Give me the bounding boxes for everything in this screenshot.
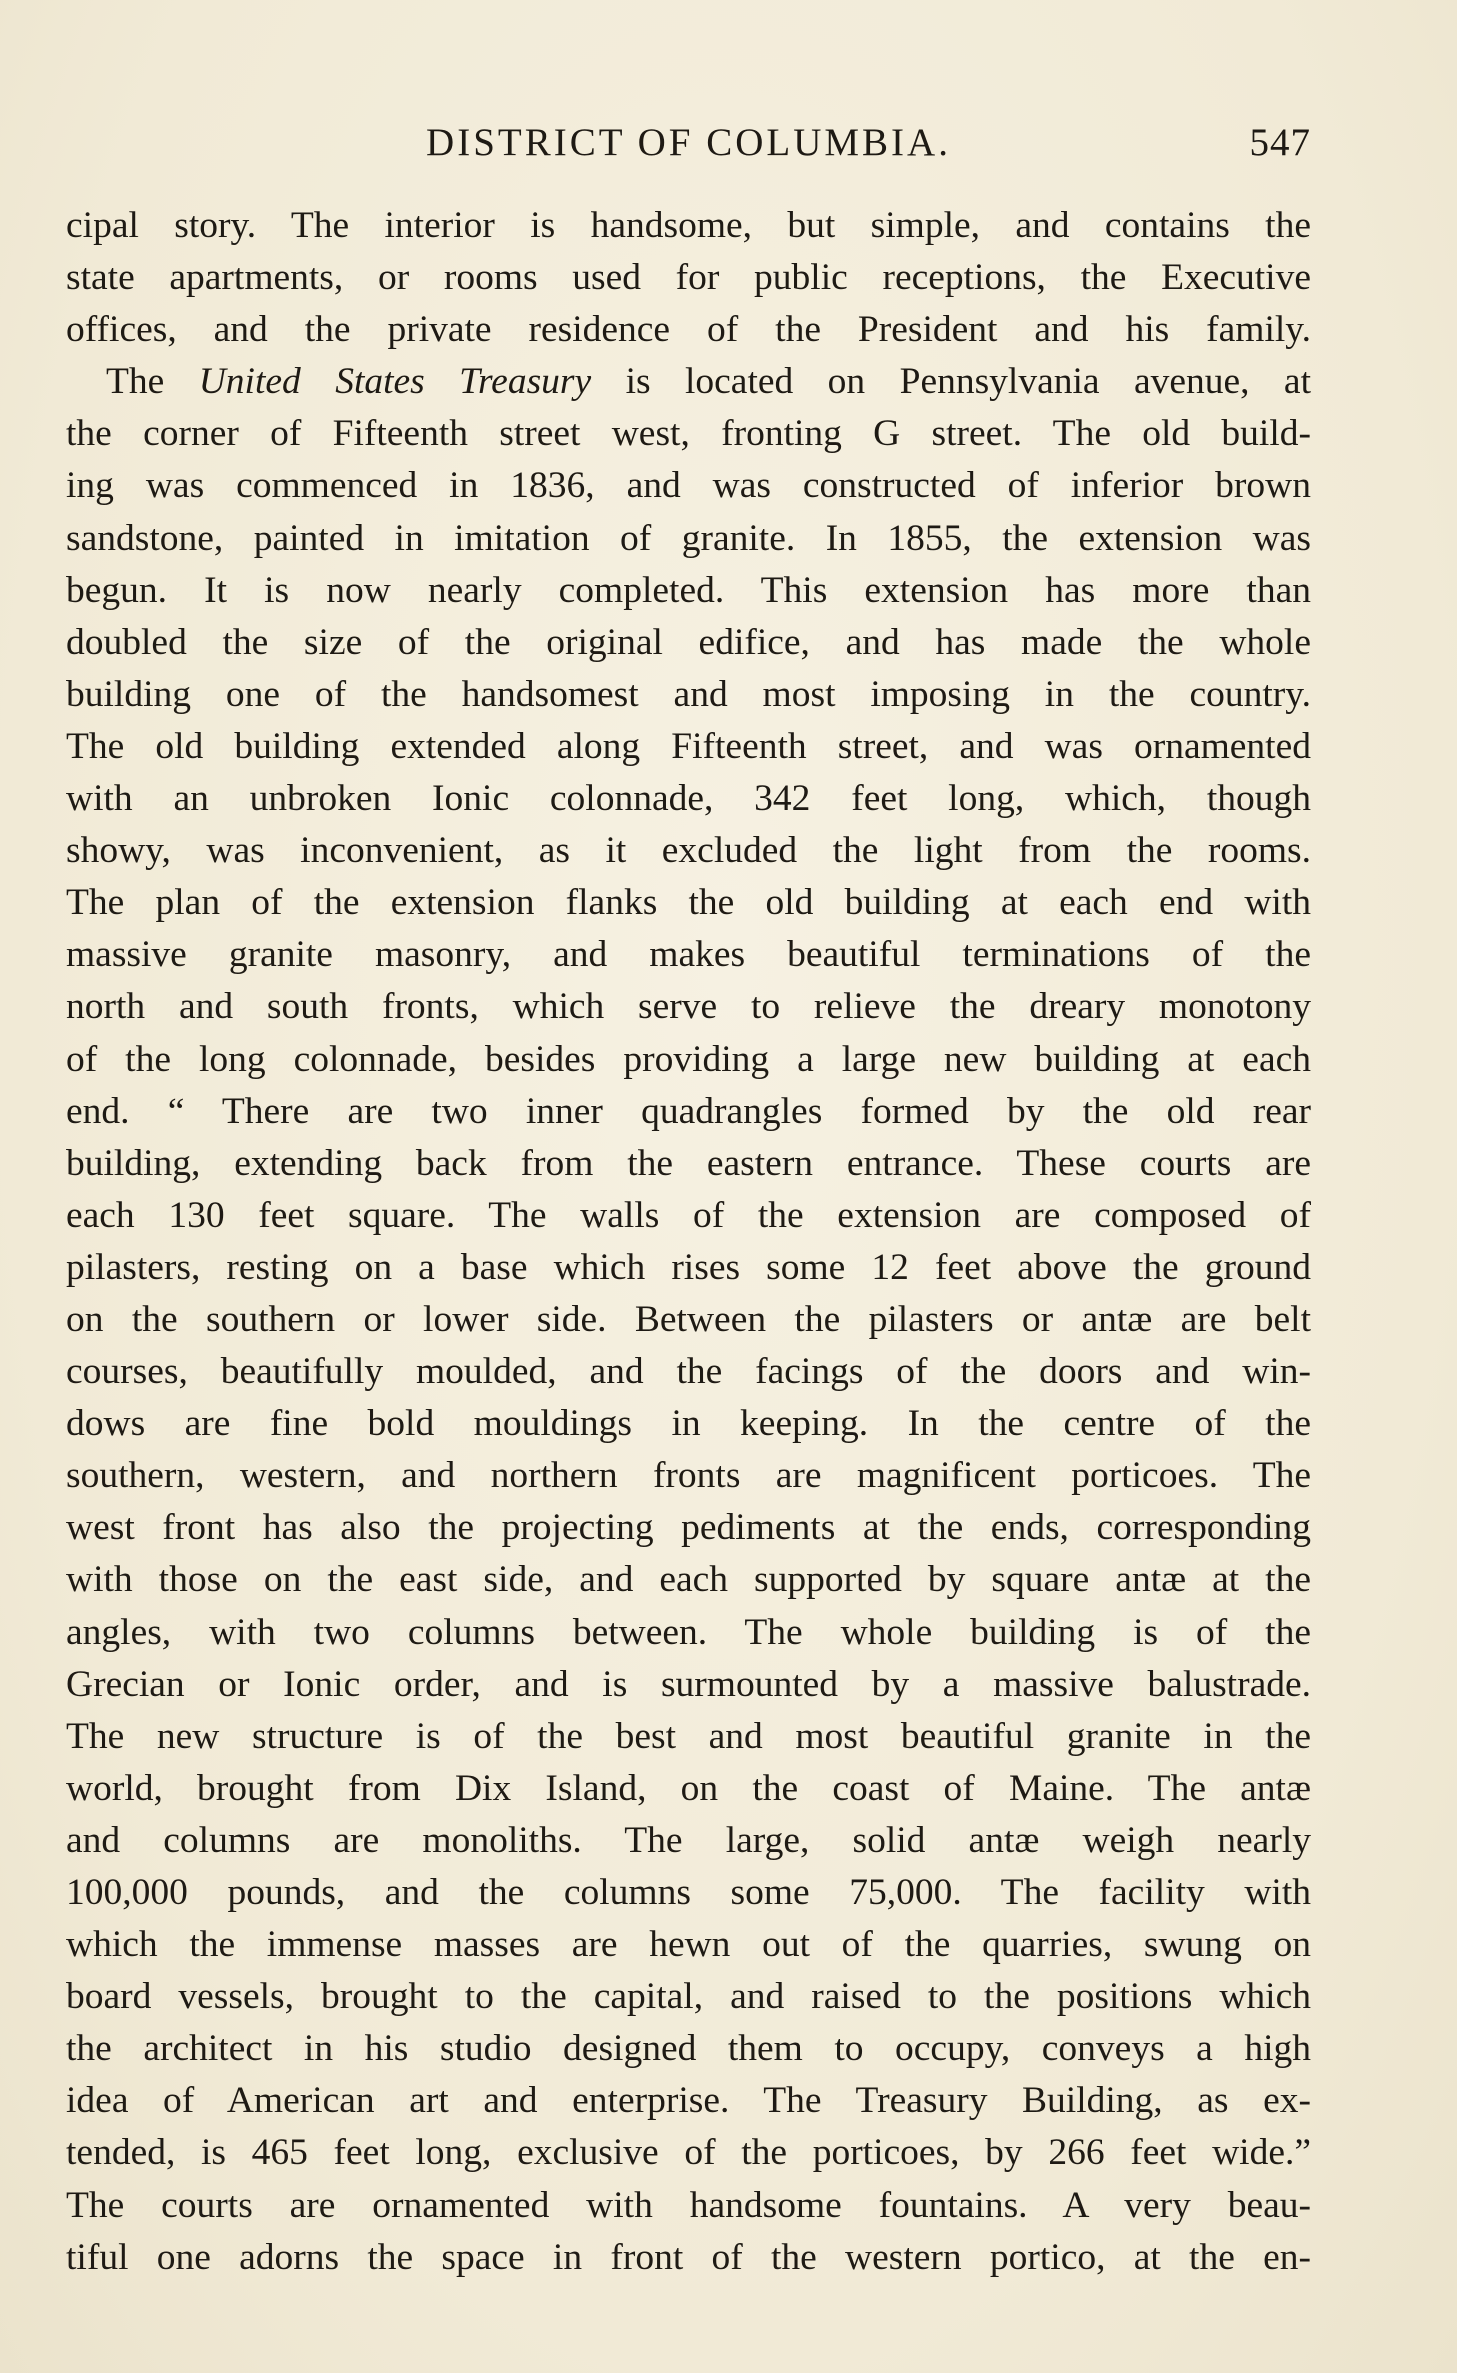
text-line: tiful one adorns the space in front of the western portico, at the en- (66, 2236, 1311, 2278)
text-line: north and south fronts, which serve to relieve the dreary monotony (66, 986, 1311, 1028)
text-line: and columns are monoliths. The large, solid antæ weigh nearly (66, 1819, 1311, 1861)
running-head (66, 118, 1311, 168)
text-line: with those on the east side, and each supported by square antæ at the (66, 1559, 1311, 1601)
text-line: The plan of the extension flanks the old building at each end with (66, 882, 1311, 924)
text-line: offices, and the private residence of the President and his family. (66, 309, 1311, 351)
text-line: The United States Treasury is located on Pennsylvania avenue, at (106, 361, 1311, 403)
text-line: Grecian or Ionic order, and is surmounted by a massive balustrade. (66, 1663, 1311, 1705)
italic-phrase: United States Treasury (198, 361, 592, 403)
text-line: The old building extended along Fifteenth street, and was ornamented (66, 725, 1311, 767)
text-line: of the long colonnade, besides providing a large new building at each (66, 1038, 1311, 1080)
text-line: pilasters, resting on a base which rises some 12 feet above the ground (66, 1246, 1311, 1288)
text-line: courses, beautifully moulded, and the facings of the doors and win- (66, 1351, 1311, 1393)
text-line: west front has also the projecting pediments at the ends, corresponding (66, 1507, 1311, 1549)
text-line: board vessels, brought to the capital, and raised to the positions which (66, 1976, 1311, 2018)
text-line: ing was commenced in 1836, and was constructed of inferior brown (66, 465, 1311, 507)
text-line: world, brought from Dix Island, on the coast of Maine. The antæ (66, 1767, 1311, 1809)
text-line: building, extending back from the eastern entrance. These courts are (66, 1142, 1311, 1184)
text-line: 100,000 pounds, and the columns some 75,000. The facility with (66, 1872, 1311, 1913)
text-line: with an unbroken Ionic colonnade, 342 feet long, which, though (66, 778, 1311, 820)
text-line: end. “ There are two inner quadrangles formed by the old rear (66, 1090, 1311, 1132)
text-line: southern, western, and northern fronts are magnificent porticoes. The (66, 1455, 1311, 1497)
text-line: angles, with two columns between. The whole building is of the (66, 1611, 1311, 1653)
text-line: cipal story. The interior is handsome, but simple, and contains the (66, 205, 1311, 246)
text-line: massive granite masonry, and makes beautiful terminations of the (66, 934, 1311, 976)
text-line: each 130 feet square. The walls of the extension are composed of (66, 1194, 1311, 1236)
text-line: which the immense masses are hewn out of the quarries, swung on (66, 1924, 1311, 1966)
page-number: 547 (1249, 121, 1311, 164)
text-line: idea of American art and enterprise. The Treasury Building, as ex- (66, 2080, 1311, 2122)
text-line: doubled the size of the original edifice, and has made the whole (66, 621, 1311, 663)
text-line: dows are fine bold mouldings in keeping. In the centre of the (66, 1403, 1311, 1445)
text-line: on the southern or lower side. Between the pilasters or antæ are belt (66, 1298, 1311, 1340)
text-line: the corner of Fifteenth street west, fronting G street. The old build- (66, 413, 1311, 455)
text-line: sandstone, painted in imitation of granite. In 1855, the extension was (66, 517, 1311, 559)
text-line: begun. It is now nearly completed. This extension has more than (66, 569, 1311, 611)
text-line: the architect in his studio designed them to occupy, conveys a high (66, 2028, 1311, 2070)
text-line: building one of the handsomest and most imposing in the country. (66, 673, 1311, 715)
text-line: state apartments, or rooms used for public receptions, the Executive (66, 257, 1311, 299)
running-title: DISTRICT OF COLUMBIA. (426, 121, 951, 164)
text-line: showy, was inconvenient, as it excluded the light from the rooms. (66, 830, 1311, 872)
text-line: The new structure is of the best and most beautiful granite in the (66, 1715, 1311, 1757)
text-line: The courts are ornamented with handsome fountains. A very beau- (66, 2184, 1311, 2226)
text-line: tended, is 465 feet long, exclusive of the porticoes, by 266 feet wide.” (66, 2132, 1311, 2174)
body-text (66, 200, 1311, 2284)
